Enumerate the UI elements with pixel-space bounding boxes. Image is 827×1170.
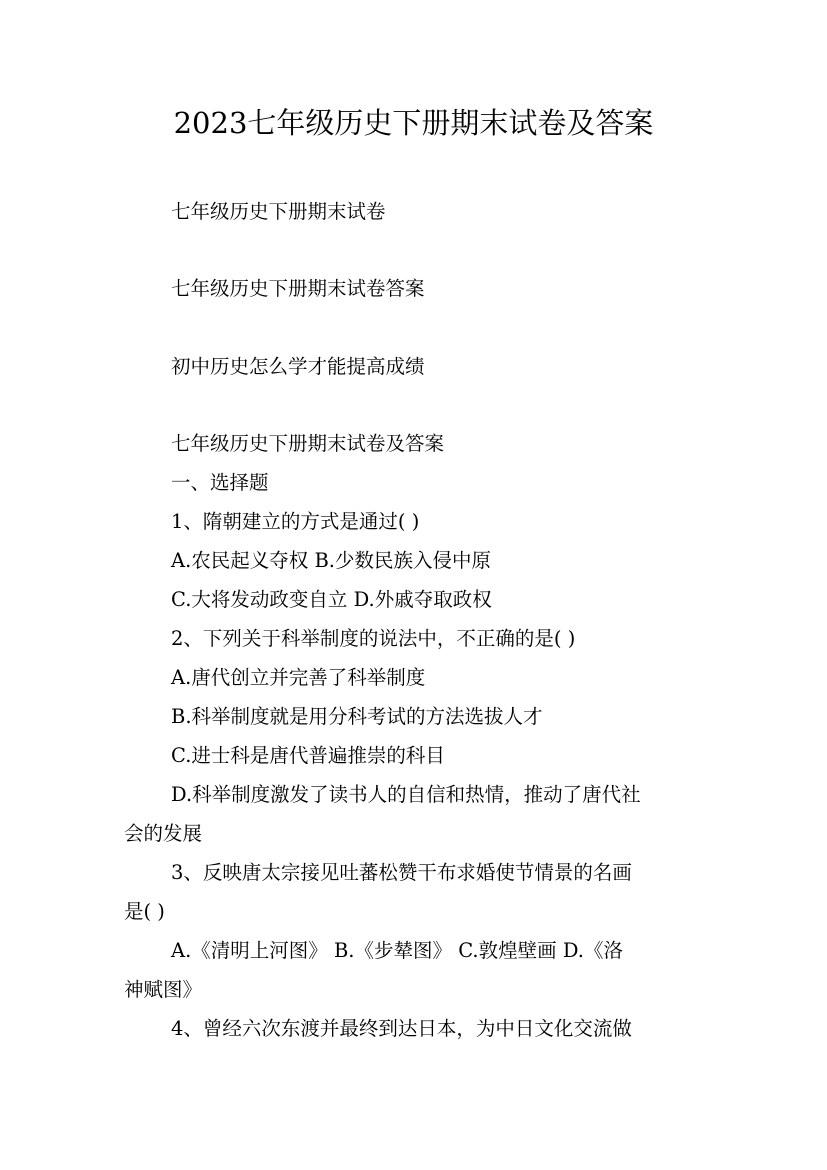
question-2-option-a: A.唐代创立并完善了科举制度 [171, 666, 426, 689]
question-2-option-d-cont: 会的发展 [124, 822, 203, 845]
toc-item-exam: 七年级历史下册期末试卷 [171, 200, 386, 223]
question-1-options-cd: C.大将发动政变自立 D.外戚夺取政权 [171, 588, 492, 611]
question-2: 2、下列关于科举制度的说法中，不正确的是( ) [171, 627, 576, 650]
question-2-option-d: D.科举制度激发了读书人的自信和热情，推动了唐代社 [171, 783, 641, 806]
question-3-cont: 是( ) [124, 900, 165, 923]
document-title: 2023七年级历史下册期末试卷及答案 [173, 106, 654, 140]
toc-item-answers: 七年级历史下册期末试卷答案 [171, 277, 425, 300]
question-section-title: 一、选择题 [171, 471, 269, 494]
toc-item-study-tips: 初中历史怎么学才能提高成绩 [171, 355, 425, 378]
question-2-option-b: B.科举制度就是用分科考试的方法选拔人才 [171, 705, 543, 728]
question-1-options-ab: A.农民起义夺权 B.少数民族入侵中原 [171, 549, 492, 572]
question-3-options: A.《清明上河图》 B.《步辇图》 C.敦煌壁画 D.《洛 [171, 939, 623, 962]
section-heading: 七年级历史下册期末试卷及答案 [171, 432, 445, 455]
question-3: 3、反映唐太宗接见吐蕃松赞干布求婚使节情景的名画 [171, 861, 632, 884]
question-1: 1、隋朝建立的方式是通过( ) [171, 510, 420, 533]
question-4: 4、曾经六次东渡并最终到达日本，为中日文化交流做 [171, 1017, 632, 1040]
question-2-option-c: C.进士科是唐代普遍推崇的科目 [171, 744, 445, 767]
question-3-options-cont: 神赋图》 [124, 978, 203, 1001]
